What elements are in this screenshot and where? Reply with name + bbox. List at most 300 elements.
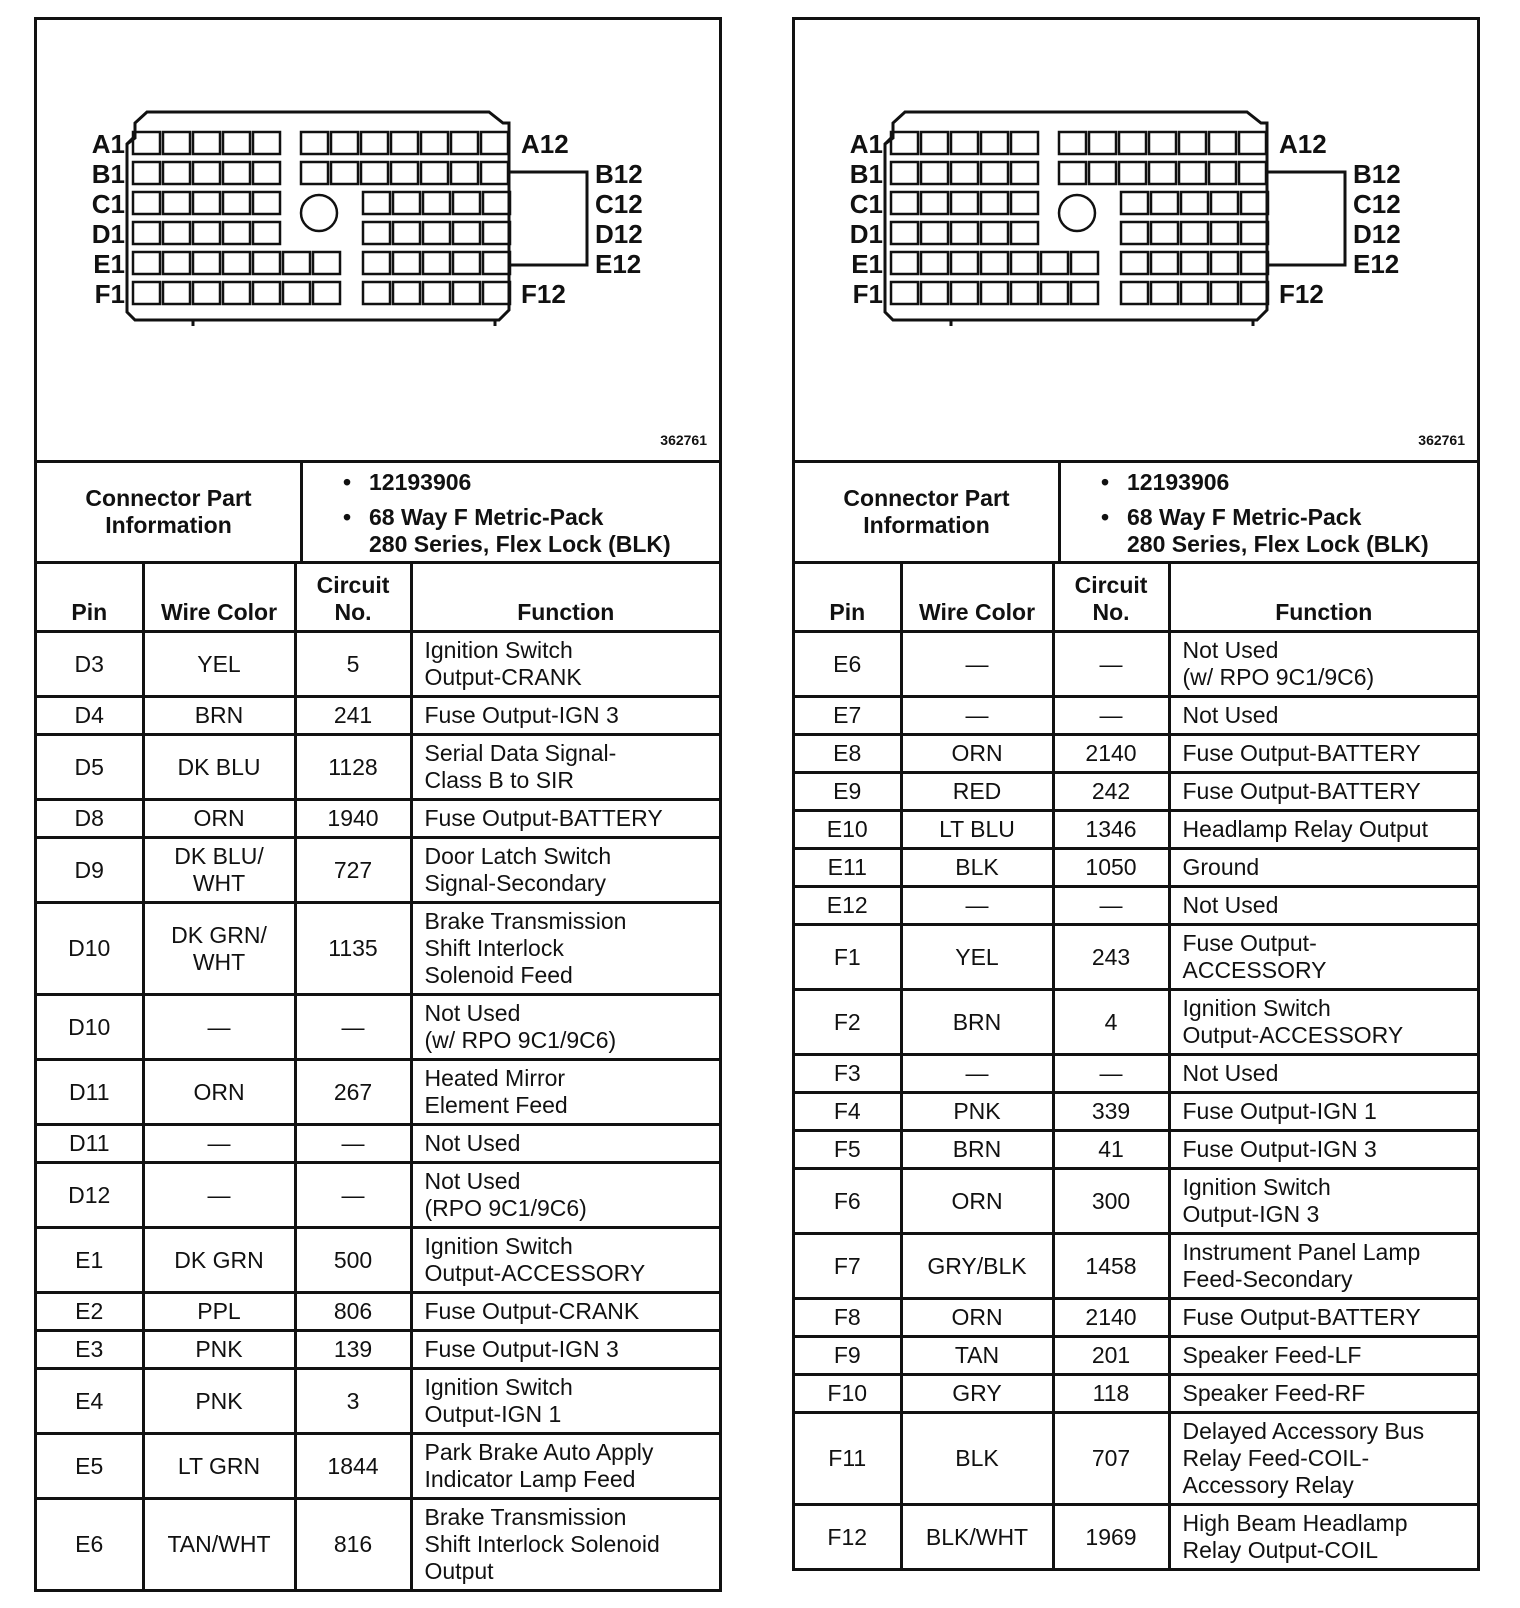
pin-cavity [253, 192, 280, 214]
table-header-row [37, 564, 719, 632]
pin-cavity [483, 282, 510, 304]
circuit-number-cell: 267 [295, 1060, 411, 1125]
connector-panel-left [34, 17, 722, 1592]
circuit-number-cell: — [295, 995, 411, 1060]
wire-color-cell [143, 1434, 295, 1499]
pin-cavity [1059, 132, 1086, 154]
function-cell [1169, 849, 1477, 887]
pin-cavity [453, 192, 480, 214]
pin-cavity [1211, 252, 1238, 274]
pin-cavity [451, 132, 478, 154]
pin-cavity [891, 282, 918, 304]
text-line: TAN [954, 1342, 1000, 1368]
pin-cell: D4 [37, 697, 143, 735]
text-line: Brake Transmission [424, 908, 627, 934]
text-line: BRN [952, 1136, 1002, 1162]
figure-number: 362761 [660, 432, 707, 448]
text-line: 280 Series, Flex Lock (BLK) [369, 531, 671, 557]
function-cell [1169, 887, 1477, 925]
pin-cavity [193, 252, 220, 274]
function-cell [1169, 1093, 1477, 1131]
table-row [795, 1375, 1477, 1413]
table-row [37, 838, 719, 903]
text-line: Relay Feed-COIL- [1182, 1445, 1370, 1471]
pin-cavity [361, 162, 388, 184]
pin-cavity [1151, 252, 1178, 274]
table-row [37, 800, 719, 838]
text-line: Not Used [424, 1168, 521, 1194]
pin-cavity [423, 282, 450, 304]
pin-cavity [163, 162, 190, 184]
header-function: Function [1169, 564, 1477, 632]
text-line: Circuit [1074, 572, 1148, 598]
header-pin: Pin [37, 564, 143, 632]
text-line: — [965, 892, 989, 918]
pin-row-label-left: E1 [851, 249, 883, 279]
text-line: Information [105, 512, 232, 538]
text-line: PNK [953, 1098, 1001, 1124]
pin-row-label-right: E12 [1353, 249, 1400, 279]
pin-cavity [313, 282, 340, 304]
table-row [795, 1413, 1477, 1505]
circuit-number-cell: 242 [1053, 773, 1169, 811]
circuit-number-cell: 1458 [1053, 1234, 1169, 1299]
pin-cell: E5 [37, 1434, 143, 1499]
pin-cavity [1241, 282, 1268, 304]
circuit-number-cell: 241 [295, 697, 411, 735]
pin-cavity [133, 222, 160, 244]
text-line: YEL [197, 650, 241, 677]
function-cell [1169, 1234, 1477, 1299]
pin-cavity [1149, 162, 1176, 184]
circuit-number-cell: — [1053, 697, 1169, 735]
circuit-number-cell: 118 [1053, 1375, 1169, 1413]
text-line: (w/ RPO 9C1/9C6) [424, 1027, 617, 1053]
text-line: Not Used [424, 1130, 521, 1156]
text-line: Not Used [424, 1000, 521, 1026]
text-line: WHT [192, 948, 246, 975]
pin-cavity [133, 252, 160, 274]
table-row [37, 1499, 719, 1590]
pin-cavity [921, 282, 948, 304]
text-line: Ignition Switch [424, 637, 573, 663]
pin-cavity [253, 282, 280, 304]
pin-cavity [1151, 282, 1178, 304]
pin-cell: F9 [795, 1337, 901, 1375]
text-line: ACCESSORY [1182, 957, 1327, 983]
pin-row-label-left: A1 [849, 129, 883, 159]
pin-cell: F5 [795, 1131, 901, 1169]
pin-cell: D11 [37, 1125, 143, 1163]
pin-cavity [163, 222, 190, 244]
function-cell [1169, 1413, 1477, 1505]
function-cell [1169, 1131, 1477, 1169]
text-line: Fuse Output-BATTERY [424, 805, 663, 831]
pin-row-label-left: D1 [849, 219, 883, 249]
pin-row-label-right: D12 [1353, 219, 1401, 249]
wire-color-cell [901, 1131, 1053, 1169]
pin-cavity [951, 132, 978, 154]
pin-cavity [421, 162, 448, 184]
wire-color-cell [143, 903, 295, 995]
wire-color-cell [901, 1234, 1053, 1299]
table-row [37, 1060, 719, 1125]
pin-cavity [363, 252, 390, 274]
text-line: Speaker Feed-LF [1182, 1342, 1362, 1368]
pin-row-label-right: C12 [595, 189, 643, 219]
text-line: Shift Interlock [424, 935, 564, 961]
pin-row-label-left: B1 [849, 159, 883, 189]
pin-cell: D11 [37, 1060, 143, 1125]
pin-cavity [331, 132, 358, 154]
pin-cavity [193, 132, 220, 154]
pin-cavity [1179, 132, 1206, 154]
pin-cavity [951, 222, 978, 244]
text-line: PNK [195, 1387, 243, 1414]
pin-cavity [361, 132, 388, 154]
table-row [795, 1299, 1477, 1337]
text-line: Output-ACCESSORY [424, 1260, 646, 1286]
text-line: Ignition Switch [424, 1233, 573, 1259]
pin-cavity [453, 282, 480, 304]
function-cell [1169, 811, 1477, 849]
function-cell [1169, 925, 1477, 990]
text-line: DK GRN/ [171, 921, 267, 948]
function-cell [411, 1228, 719, 1293]
table-row [795, 735, 1477, 773]
pin-cavity [313, 252, 340, 274]
header-function: Function [411, 564, 719, 632]
text-line: Not Used [1182, 637, 1279, 663]
text-line: No. [1092, 599, 1130, 625]
pin-cavity [1011, 132, 1038, 154]
pin-cavity [193, 282, 220, 304]
connector-info-item [343, 469, 719, 496]
text-line: — [207, 1130, 231, 1156]
text-line: LT BLU [939, 816, 1015, 842]
circuit-number-cell: 300 [1053, 1169, 1169, 1234]
pin-cavity [1089, 132, 1116, 154]
table-row [795, 1337, 1477, 1375]
function-cell [411, 1060, 719, 1125]
pin-cavity [363, 282, 390, 304]
pin-cavity [163, 192, 190, 214]
text-line: Fuse Output-BATTERY [1182, 778, 1421, 804]
pin-cavity [1241, 222, 1268, 244]
pin-cell: D8 [37, 800, 143, 838]
pin-cavity [981, 162, 1008, 184]
text-line: BRN [194, 702, 244, 728]
text-line: GRY [952, 1380, 1002, 1406]
pin-cell: D10 [37, 995, 143, 1060]
connector-diagram [37, 20, 719, 463]
circuit-number-cell: 2140 [1053, 735, 1169, 773]
table-row [37, 632, 719, 697]
text-line: Brake Transmission [424, 1504, 627, 1530]
circuit-number-cell: 2140 [1053, 1299, 1169, 1337]
connector-info-values [1061, 463, 1477, 561]
pin-cavity [133, 192, 160, 214]
function-cell [411, 838, 719, 903]
text-line: (RPO 9C1/9C6) [424, 1195, 587, 1221]
text-line: Serial Data Signal- [424, 740, 617, 766]
connector-face-drawing [37, 20, 719, 460]
pin-cavity [483, 252, 510, 274]
text-line: Ignition Switch [1182, 995, 1331, 1021]
wire-color-cell [143, 1125, 295, 1163]
table-row [37, 1293, 719, 1331]
text-line: Ignition Switch [424, 1374, 573, 1400]
table-row [37, 1434, 719, 1499]
text-line: BLK/WHT [925, 1523, 1029, 1550]
pin-row-label-left: E1 [93, 249, 125, 279]
connector-diagram [795, 20, 1477, 463]
text-line: Output-ACCESSORY [1182, 1022, 1404, 1048]
text-line: Signal-Secondary [424, 870, 607, 896]
pin-cell: E6 [795, 632, 901, 697]
table-row [795, 990, 1477, 1055]
function-cell [411, 995, 719, 1060]
function-cell [411, 632, 719, 697]
pin-cavity [223, 252, 250, 274]
text-line: — [207, 1181, 231, 1208]
text-line: Fuse Output-CRANK [424, 1298, 640, 1324]
pin-cavity [223, 282, 250, 304]
pin-cavity [1011, 222, 1038, 244]
table-row [37, 1163, 719, 1228]
pin-cavity [253, 252, 280, 274]
circuit-number-cell: 1346 [1053, 811, 1169, 849]
pin-cavity [921, 252, 948, 274]
text-line: Element Feed [424, 1092, 568, 1118]
pin-cell: F3 [795, 1055, 901, 1093]
pin-cavity [921, 132, 948, 154]
function-cell [411, 735, 719, 800]
pin-cell: E1 [37, 1228, 143, 1293]
function-cell [1169, 735, 1477, 773]
pin-cavity [981, 132, 1008, 154]
pin-cavity [1211, 222, 1238, 244]
pin-cavity [393, 222, 420, 244]
function-cell [1169, 773, 1477, 811]
circuit-number-cell: 1135 [295, 903, 411, 995]
pin-cavity [1239, 132, 1266, 154]
text-line: Fuse Output-BATTERY [1182, 740, 1421, 766]
function-cell [1169, 1505, 1477, 1569]
connector-info-list [1101, 469, 1477, 558]
pin-cell: F12 [795, 1505, 901, 1569]
wire-color-cell [901, 849, 1053, 887]
text-line: • 12193906 [1127, 469, 1230, 495]
wire-color-cell [901, 990, 1053, 1055]
pin-cavity [163, 252, 190, 274]
pin-cavity [1241, 192, 1268, 214]
text-line: LT GRN [177, 1452, 261, 1479]
pin-cavity [921, 162, 948, 184]
table-row [795, 849, 1477, 887]
function-cell [411, 1331, 719, 1369]
pin-cavity [1071, 252, 1098, 274]
connector-info-label [795, 463, 1061, 561]
wire-color-cell [901, 925, 1053, 990]
pin-cavity [1041, 252, 1068, 274]
pin-cavity [421, 132, 448, 154]
text-line: BLK [955, 854, 999, 880]
pin-row-label-left: C1 [849, 189, 883, 219]
text-line: No. [334, 599, 372, 625]
text-line: • 12193906 [369, 469, 472, 495]
pin-table [795, 564, 1477, 1568]
connector-info-label [37, 463, 303, 561]
pin-cavity [481, 132, 508, 154]
pin-row-label-left: B1 [91, 159, 125, 189]
connector-info-item [343, 504, 719, 558]
text-line: Speaker Feed-RF [1182, 1380, 1366, 1406]
function-cell [1169, 990, 1477, 1055]
pin-row-label-right: C12 [1353, 189, 1401, 219]
text-line: Output-IGN 3 [1182, 1201, 1320, 1227]
table-row [795, 1505, 1477, 1569]
text-line: Park Brake Auto Apply [424, 1439, 654, 1465]
circuit-number-cell: 243 [1053, 925, 1169, 990]
text-line: ORN [951, 740, 1003, 766]
pin-cell: E2 [37, 1293, 143, 1331]
pin-cavity [393, 282, 420, 304]
circuit-number-cell: — [1053, 632, 1169, 697]
text-line: ORN [193, 1078, 245, 1105]
text-line: 280 Series, Flex Lock (BLK) [1127, 531, 1429, 557]
wire-color-cell [901, 1093, 1053, 1131]
pin-row-label-right: E12 [595, 249, 642, 279]
table-row [37, 995, 719, 1060]
circuit-number-cell: 806 [295, 1293, 411, 1331]
wire-color-cell [901, 1169, 1053, 1234]
circuit-number-cell: 139 [295, 1331, 411, 1369]
function-cell [411, 1499, 719, 1590]
pin-row-label-right: D12 [595, 219, 643, 249]
pin-cavity [891, 252, 918, 274]
pin-cavity [1071, 282, 1098, 304]
pin-cavity [1041, 282, 1068, 304]
pin-cavity [891, 132, 918, 154]
text-line: Circuit [316, 572, 390, 598]
connector-face-drawing [795, 20, 1477, 460]
pin-cavity [1121, 222, 1148, 244]
text-line: (w/ RPO 9C1/9C6) [1182, 664, 1375, 690]
pin-cavity [1181, 252, 1208, 274]
text-line: PNK [195, 1336, 243, 1362]
circuit-number-cell: — [295, 1163, 411, 1228]
pin-cavity [331, 162, 358, 184]
pin-cell: E6 [37, 1499, 143, 1590]
pin-cavity [1181, 192, 1208, 214]
pin-cell: F1 [795, 925, 901, 990]
text-line: Output-CRANK [424, 664, 582, 690]
text-line: YEL [955, 943, 999, 970]
circuit-number-cell: 1844 [295, 1434, 411, 1499]
wire-color-cell [901, 1337, 1053, 1375]
connector-part-information [795, 463, 1477, 564]
wire-color-cell [143, 995, 295, 1060]
table-row [37, 1125, 719, 1163]
text-line: ORN [193, 805, 245, 831]
table-row [795, 887, 1477, 925]
pin-cavity [951, 162, 978, 184]
table-header-row [795, 564, 1477, 632]
pin-cell: F6 [795, 1169, 901, 1234]
pin-cell: E10 [795, 811, 901, 849]
pin-row-label-right: B12 [1353, 159, 1401, 189]
figure-number: 362761 [1418, 432, 1465, 448]
text-line: Fuse Output-IGN 3 [1182, 1136, 1377, 1162]
table-row [37, 903, 719, 995]
pin-cell: D12 [37, 1163, 143, 1228]
wire-color-cell [143, 838, 295, 903]
header-wire-color: Wire Color [143, 564, 295, 632]
pin-cell: F2 [795, 990, 901, 1055]
wire-color-cell [143, 1499, 295, 1590]
circuit-number-cell: 3 [295, 1369, 411, 1434]
pin-cavity [891, 162, 918, 184]
table-row [795, 632, 1477, 697]
pin-cavity [951, 252, 978, 274]
wire-color-cell [143, 735, 295, 800]
table-row [795, 1093, 1477, 1131]
table-row [37, 1331, 719, 1369]
pin-cavity [133, 282, 160, 304]
pin-row-label-right: A12 [521, 129, 569, 159]
pin-cavity [981, 222, 1008, 244]
pin-cavity [423, 192, 450, 214]
circuit-number-cell: 1128 [295, 735, 411, 800]
connector-info-item [1101, 504, 1477, 558]
pin-cavity [193, 192, 220, 214]
function-cell [411, 697, 719, 735]
text-line: — [965, 1060, 989, 1086]
pin-cavity [393, 192, 420, 214]
connector-info-list [343, 469, 719, 558]
pin-cell: D9 [37, 838, 143, 903]
table-row [795, 1169, 1477, 1234]
text-line: Fuse Output-IGN 3 [424, 702, 619, 728]
function-cell [1169, 1337, 1477, 1375]
text-line: ORN [951, 1187, 1003, 1214]
pin-cavity [1179, 162, 1206, 184]
text-line: — [207, 1013, 231, 1040]
header-wire-color: Wire Color [901, 564, 1053, 632]
connector-info-item [1101, 469, 1477, 496]
pin-row-label-right: A12 [1279, 129, 1327, 159]
header-circuit-no [1053, 564, 1169, 632]
circuit-number-cell: 816 [295, 1499, 411, 1590]
pin-cavity [1181, 282, 1208, 304]
pin-cell: F7 [795, 1234, 901, 1299]
wire-color-cell [901, 1299, 1053, 1337]
pin-cavity [921, 192, 948, 214]
pin-cavity [283, 252, 310, 274]
pin-cavity [1181, 222, 1208, 244]
pin-cavity [223, 192, 250, 214]
pin-cell: D3 [37, 632, 143, 697]
pin-cavity [1119, 162, 1146, 184]
pin-row-label-left: C1 [91, 189, 125, 219]
pin-row-label-right: F12 [521, 279, 566, 309]
circuit-number-cell: 41 [1053, 1131, 1169, 1169]
pin-row-label-left: F1 [94, 279, 125, 309]
pin-row-label-left: A1 [91, 129, 125, 159]
text-line: Output-IGN 1 [424, 1401, 562, 1427]
pin-row-label-left: F1 [852, 279, 883, 309]
